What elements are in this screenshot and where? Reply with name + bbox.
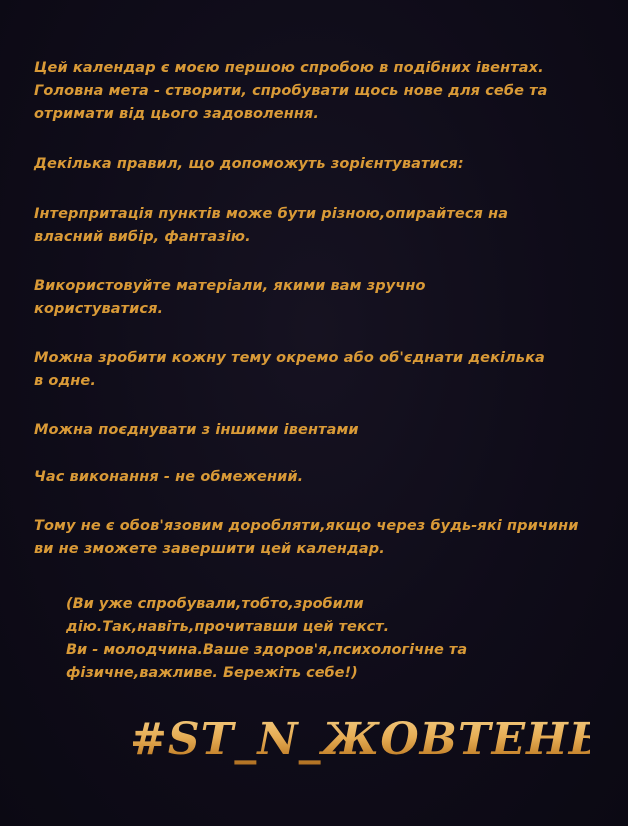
rule-interpretation (34, 203, 614, 249)
text-line: Ви - молодчина.Ваше здоров'я,психологічне та (66, 642, 468, 658)
text-line: Використовуйте матеріали, якими вам зручно (34, 278, 426, 294)
intro-paragraph (34, 57, 614, 126)
rule-combine-events (34, 419, 614, 442)
text-line: Тому не є обов'язовим доробляти,якщо через будь-які причини (34, 518, 579, 534)
event-hashtag: #ST_N_ЖОВТЕНЬ (130, 712, 590, 768)
text-line: власний вибір, фантазію. (34, 229, 251, 245)
text-line: отримати від цього задоволення. (34, 106, 319, 122)
text-line: ви не зможете завершити цей календар. (34, 541, 385, 557)
text-line: Цей календар є моєю першою спробою в подібних івентах. (34, 60, 544, 76)
rule-time (34, 466, 614, 489)
text-line: Можна поєднувати з іншими івентами (34, 422, 359, 438)
text-line: (Ви уже спробували,тобто,зробили (66, 596, 364, 612)
text-line: фізичне,важливе. Бережіть себе!) (66, 665, 358, 681)
text-line: Декілька правил, що допоможуть зорієнтуватися: (34, 156, 464, 172)
text-line: Можна зробити кожну тему окремо або об'єднати декілька (34, 350, 545, 366)
rules-heading (34, 153, 614, 176)
rule-materials (34, 275, 614, 321)
rule-not-mandatory (34, 515, 614, 561)
rule-combine-themes (34, 347, 614, 393)
text-line: Інтерпритація пунктів може бути різною,опирайтеся на (34, 206, 509, 222)
text-line: дію.Так,навіть,прочитавши цей текст. (66, 619, 390, 635)
encouragement-note (66, 593, 606, 685)
text-line: Головна мета - створити, спробувати щось нове для себе та (34, 83, 548, 99)
text-line: в одне. (34, 373, 96, 389)
text-line: користуватися. (34, 301, 164, 317)
text-line: Час виконання - не обмежений. (34, 469, 304, 485)
